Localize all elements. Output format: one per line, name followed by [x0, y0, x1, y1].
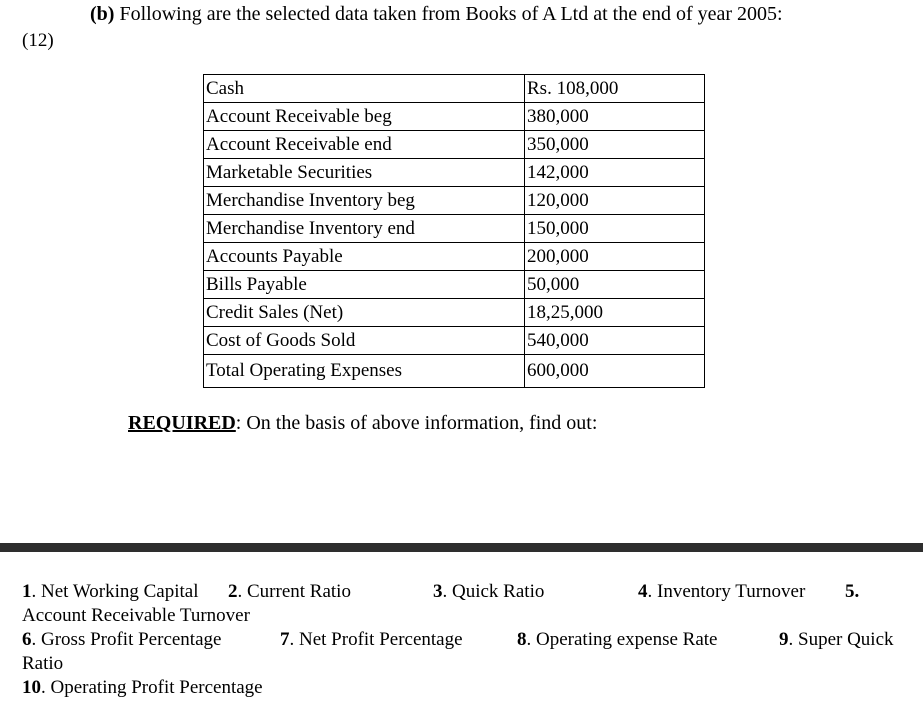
item-1: 1. Net Working Capital — [22, 581, 199, 602]
table-row — [204, 327, 705, 355]
question-heading — [90, 3, 783, 26]
divider-bar — [0, 543, 923, 552]
row-label: Marketable Securities — [204, 159, 525, 187]
item-3: 3. Quick Ratio — [433, 581, 545, 602]
row-label: Account Receivable end — [204, 131, 525, 159]
row-value: 380,000 — [525, 103, 705, 131]
table-row — [204, 355, 705, 388]
table-row — [204, 159, 705, 187]
row-label: Credit Sales (Net) — [204, 299, 525, 327]
item-6: 6. Gross Profit Percentage — [22, 629, 222, 650]
table-row — [204, 103, 705, 131]
row-value: 50,000 — [525, 271, 705, 299]
item-9: 9. Super Quick — [779, 629, 894, 650]
item-8: 8. Operating expense Rate — [517, 629, 718, 650]
row-label: Bills Payable — [204, 271, 525, 299]
row-value: 18,25,000 — [525, 299, 705, 327]
table-row — [204, 271, 705, 299]
item-5-text: Account Receivable Turnover — [22, 605, 250, 626]
row-value: 600,000 — [525, 355, 705, 388]
row-value: 142,000 — [525, 159, 705, 187]
item-9-continuation: Ratio — [22, 653, 64, 674]
data-table — [203, 74, 705, 388]
row-value: 540,000 — [525, 327, 705, 355]
part-label: (b) — [90, 3, 115, 25]
table-row — [204, 215, 705, 243]
row-label: Cash — [204, 75, 525, 103]
row-value: 200,000 — [525, 243, 705, 271]
marks-label: (12) — [22, 30, 54, 51]
row-label: Merchandise Inventory end — [204, 215, 525, 243]
row-value: 120,000 — [525, 187, 705, 215]
table-row — [204, 299, 705, 327]
row-value: Rs. 108,000 — [525, 75, 705, 103]
item-10: 10. Operating Profit Percentage — [22, 677, 263, 698]
item-4: 4. Inventory Turnover — [638, 581, 806, 602]
item-2: 2. Current Ratio — [228, 581, 351, 602]
table-row — [204, 187, 705, 215]
question-text: Following are the selected data taken from Books of A Ltd at the end of year 2005: — [119, 3, 783, 25]
item-5-number: 5. — [845, 581, 860, 602]
row-label: Cost of Goods Sold — [204, 327, 525, 355]
row-value: 350,000 — [525, 131, 705, 159]
row-label: Total Operating Expenses — [204, 355, 525, 388]
table-row — [204, 75, 705, 103]
required-text: : On the basis of above information, find out: — [235, 412, 598, 434]
table-row — [204, 243, 705, 271]
table-row — [204, 131, 705, 159]
row-value: 150,000 — [525, 215, 705, 243]
row-label: Merchandise Inventory beg — [204, 187, 525, 215]
required-label: REQUIRED — [128, 412, 236, 434]
item-7: 7. Net Profit Percentage — [280, 629, 463, 650]
row-label: Accounts Payable — [204, 243, 525, 271]
required-line — [128, 412, 597, 435]
row-label: Account Receivable beg — [204, 103, 525, 131]
